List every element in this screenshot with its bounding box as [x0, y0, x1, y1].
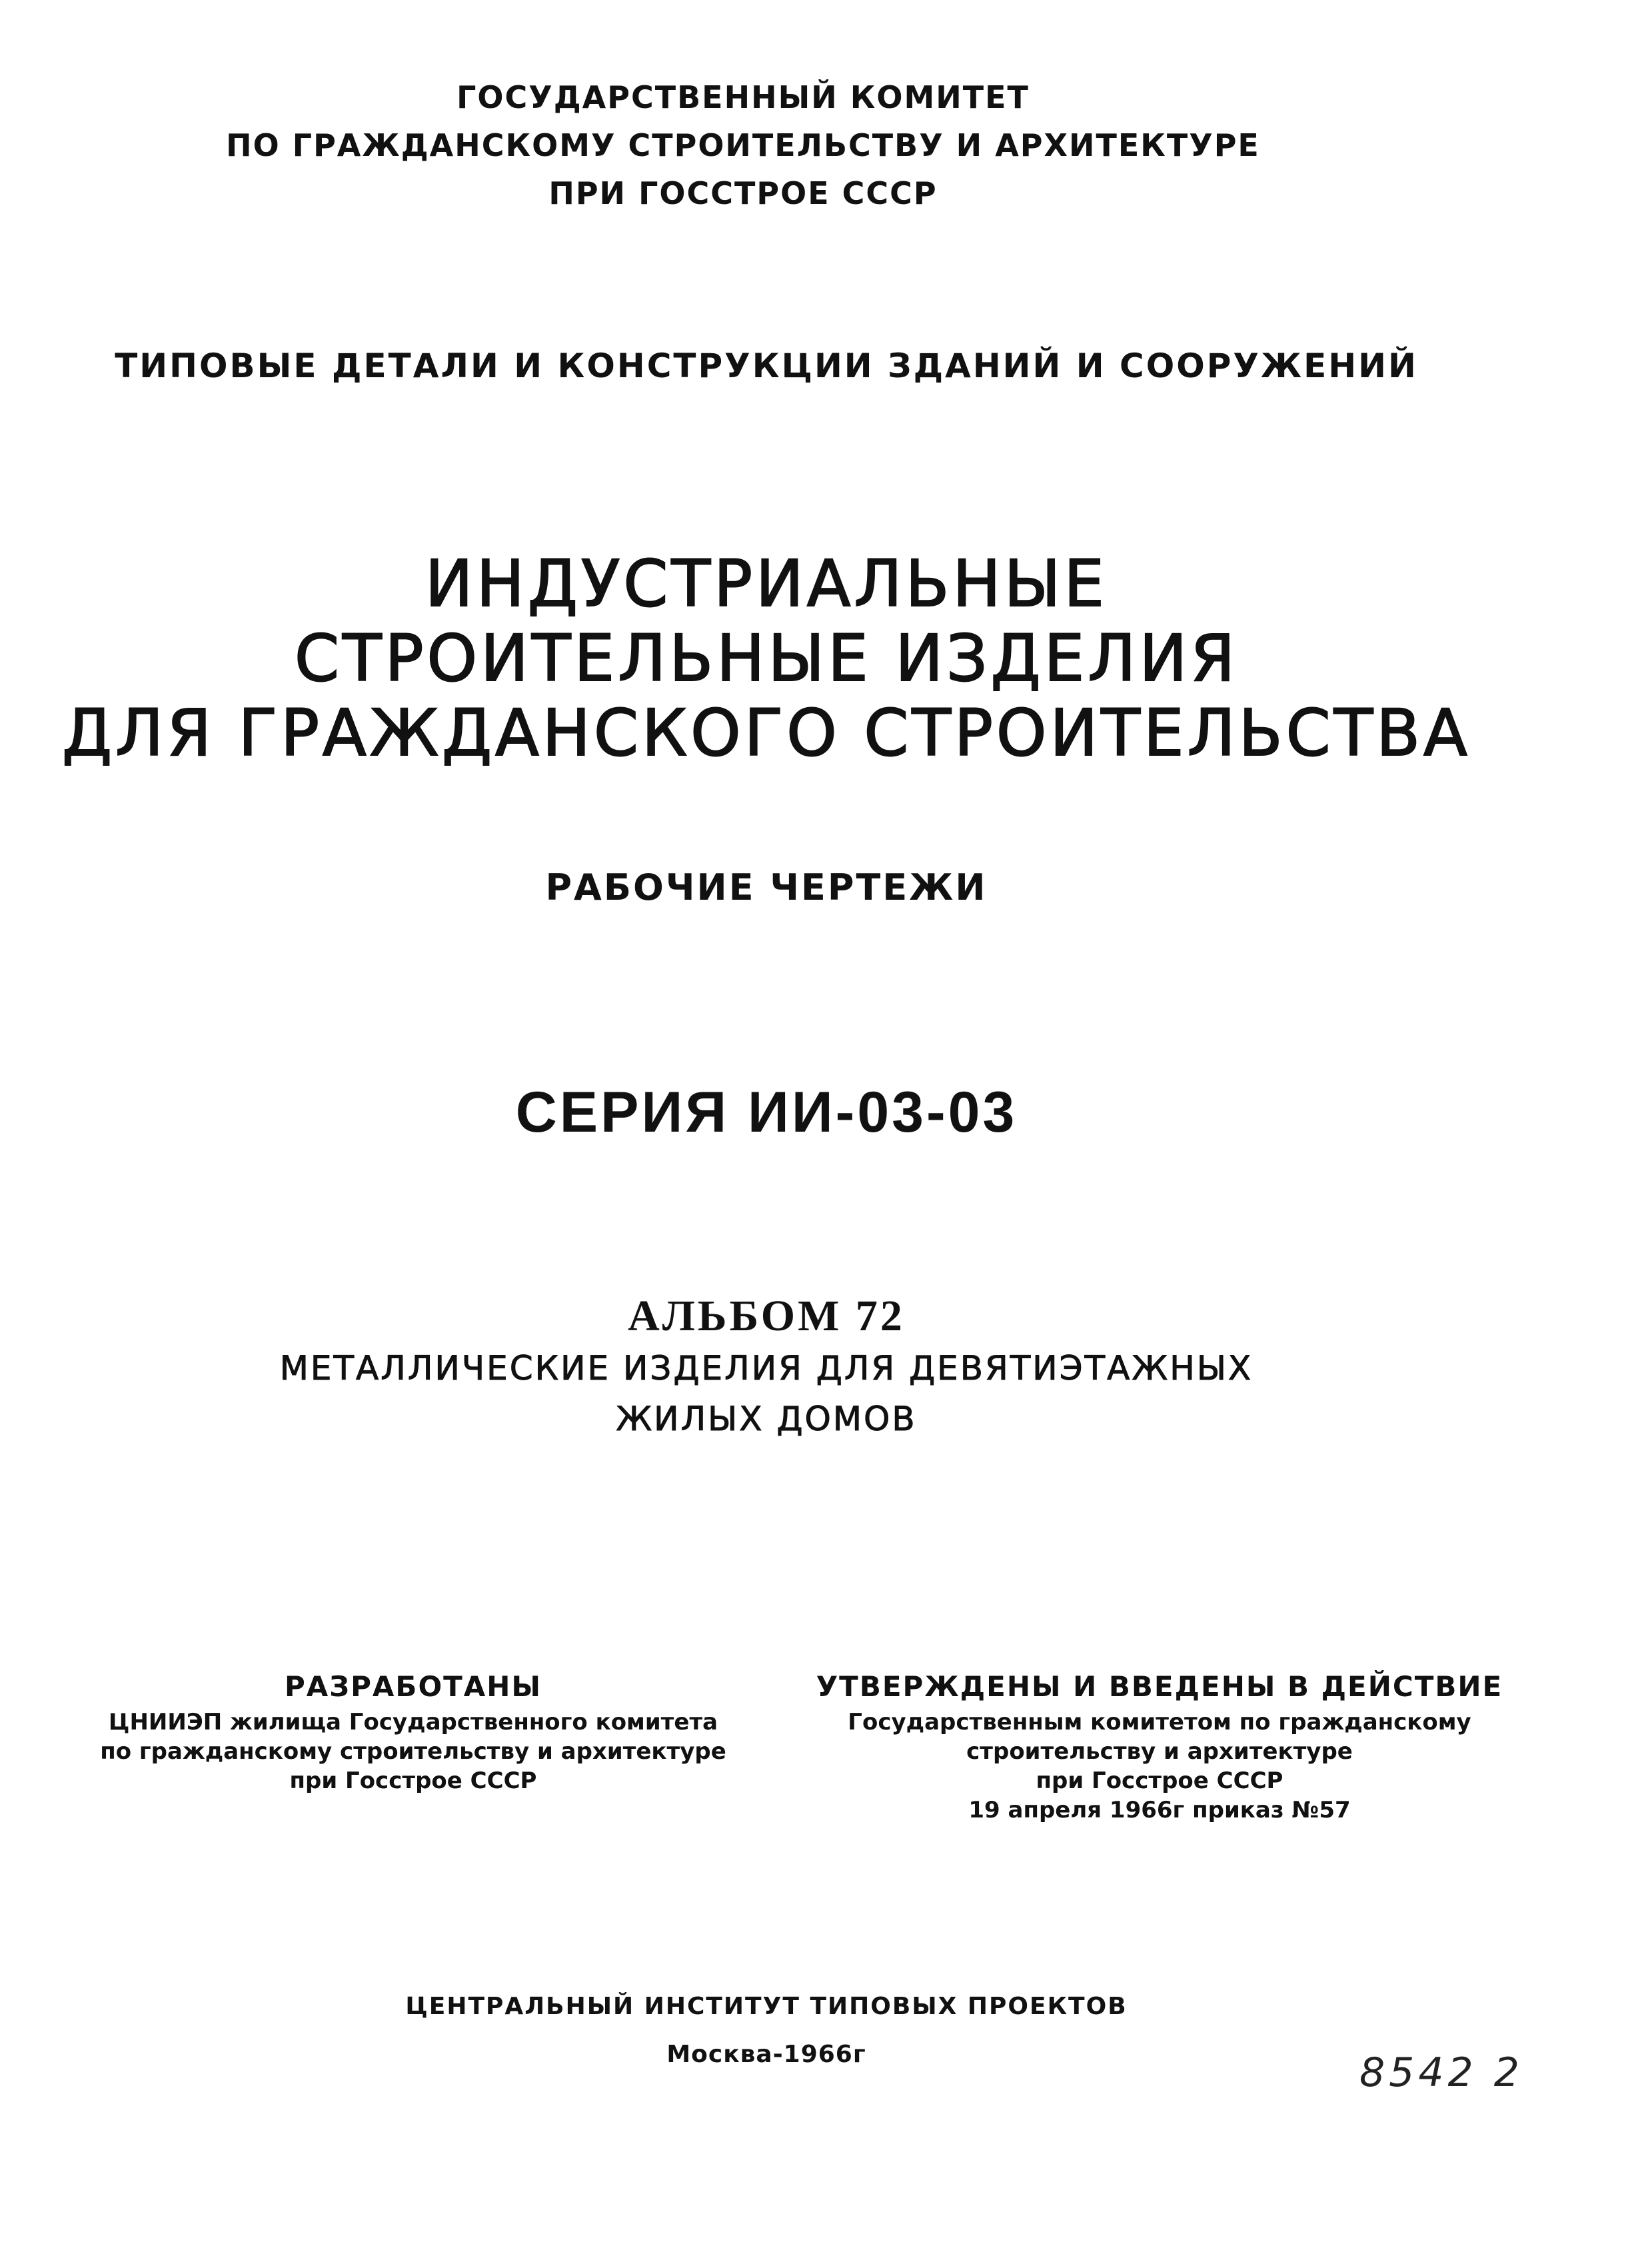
approved-line-3: при Госстрое СССР	[1036, 1767, 1283, 1794]
approved-line-1: Государственным комитетом по гражданскому	[848, 1709, 1471, 1735]
publisher-block	[0, 1983, 1533, 2079]
developed-line-2: по гражданскому строительству и архитектуре	[100, 1738, 726, 1765]
developed-by-block	[80, 1666, 746, 1795]
agency-line-3: ПРИ ГОССТРОЕ СССР	[548, 175, 938, 211]
approved-line-4: 19 апреля 1966г приказ №57	[968, 1797, 1351, 1823]
developed-line-1: ЦНИИЭП жилища Государственного комитета	[108, 1709, 718, 1735]
approved-heading: УТВЕРЖДЕНЫ И ВВЕДЕНЫ В ДЕЙСТВИЕ	[816, 1670, 1503, 1703]
album-subtitle-line-1: МЕТАЛЛИЧЕСКИЕ ИЗДЕЛИЯ ДЛЯ ДЕВЯТИЭТАЖНЫХ	[279, 1349, 1253, 1388]
main-title	[0, 547, 1533, 770]
agency-line-2: ПО ГРАЖДАНСКОМУ СТРОИТЕЛЬСТВУ И АРХИТЕКТУРЕ	[226, 127, 1260, 163]
main-title-line-3: ДЛЯ ГРАЖДАНСКОГО СТРОИТЕЛЬСТВА	[62, 696, 1471, 770]
inventory-number: 8542 2	[1359, 2049, 1523, 2096]
document-type: РАБОЧИЕ ЧЕРТЕЖИ	[545, 866, 988, 908]
album-number: АЛЬБОМ 72	[628, 1292, 905, 1340]
album-subtitle-line-2: ЖИЛЫХ ДОМОВ	[616, 1400, 917, 1438]
agency-line-1: ГОСУДАРСТВЕННЫЙ КОМИТЕТ	[456, 79, 1030, 115]
approved-by-block	[786, 1666, 1533, 1825]
agency-header	[0, 73, 1486, 217]
developed-line-3: при Госстрое СССР	[289, 1767, 537, 1794]
main-title-line-1: ИНДУСТРИАЛЬНЫЕ	[424, 547, 1108, 621]
collection-title: ТИПОВЫЕ ДЕТАЛИ И КОНСТРУКЦИИ ЗДАНИЙ И СООРУЖЕНИЙ	[115, 347, 1418, 385]
publisher-name: ЦЕНТРАЛЬНЫЙ ИНСТИТУТ ТИПОВЫХ ПРОЕКТОВ	[405, 1993, 1128, 2020]
developed-heading: РАЗРАБОТАНЫ	[285, 1670, 542, 1703]
approved-line-2: строительству и архитектуре	[966, 1738, 1353, 1765]
series-number: СЕРИЯ ИИ-03-03	[515, 1080, 1018, 1144]
publisher-city-year: Москва-1966г	[666, 2041, 866, 2068]
album-block	[0, 1290, 1533, 1444]
main-title-line-2: СТРОИТЕЛЬНЫЕ ИЗДЕЛИЯ	[294, 621, 1239, 696]
